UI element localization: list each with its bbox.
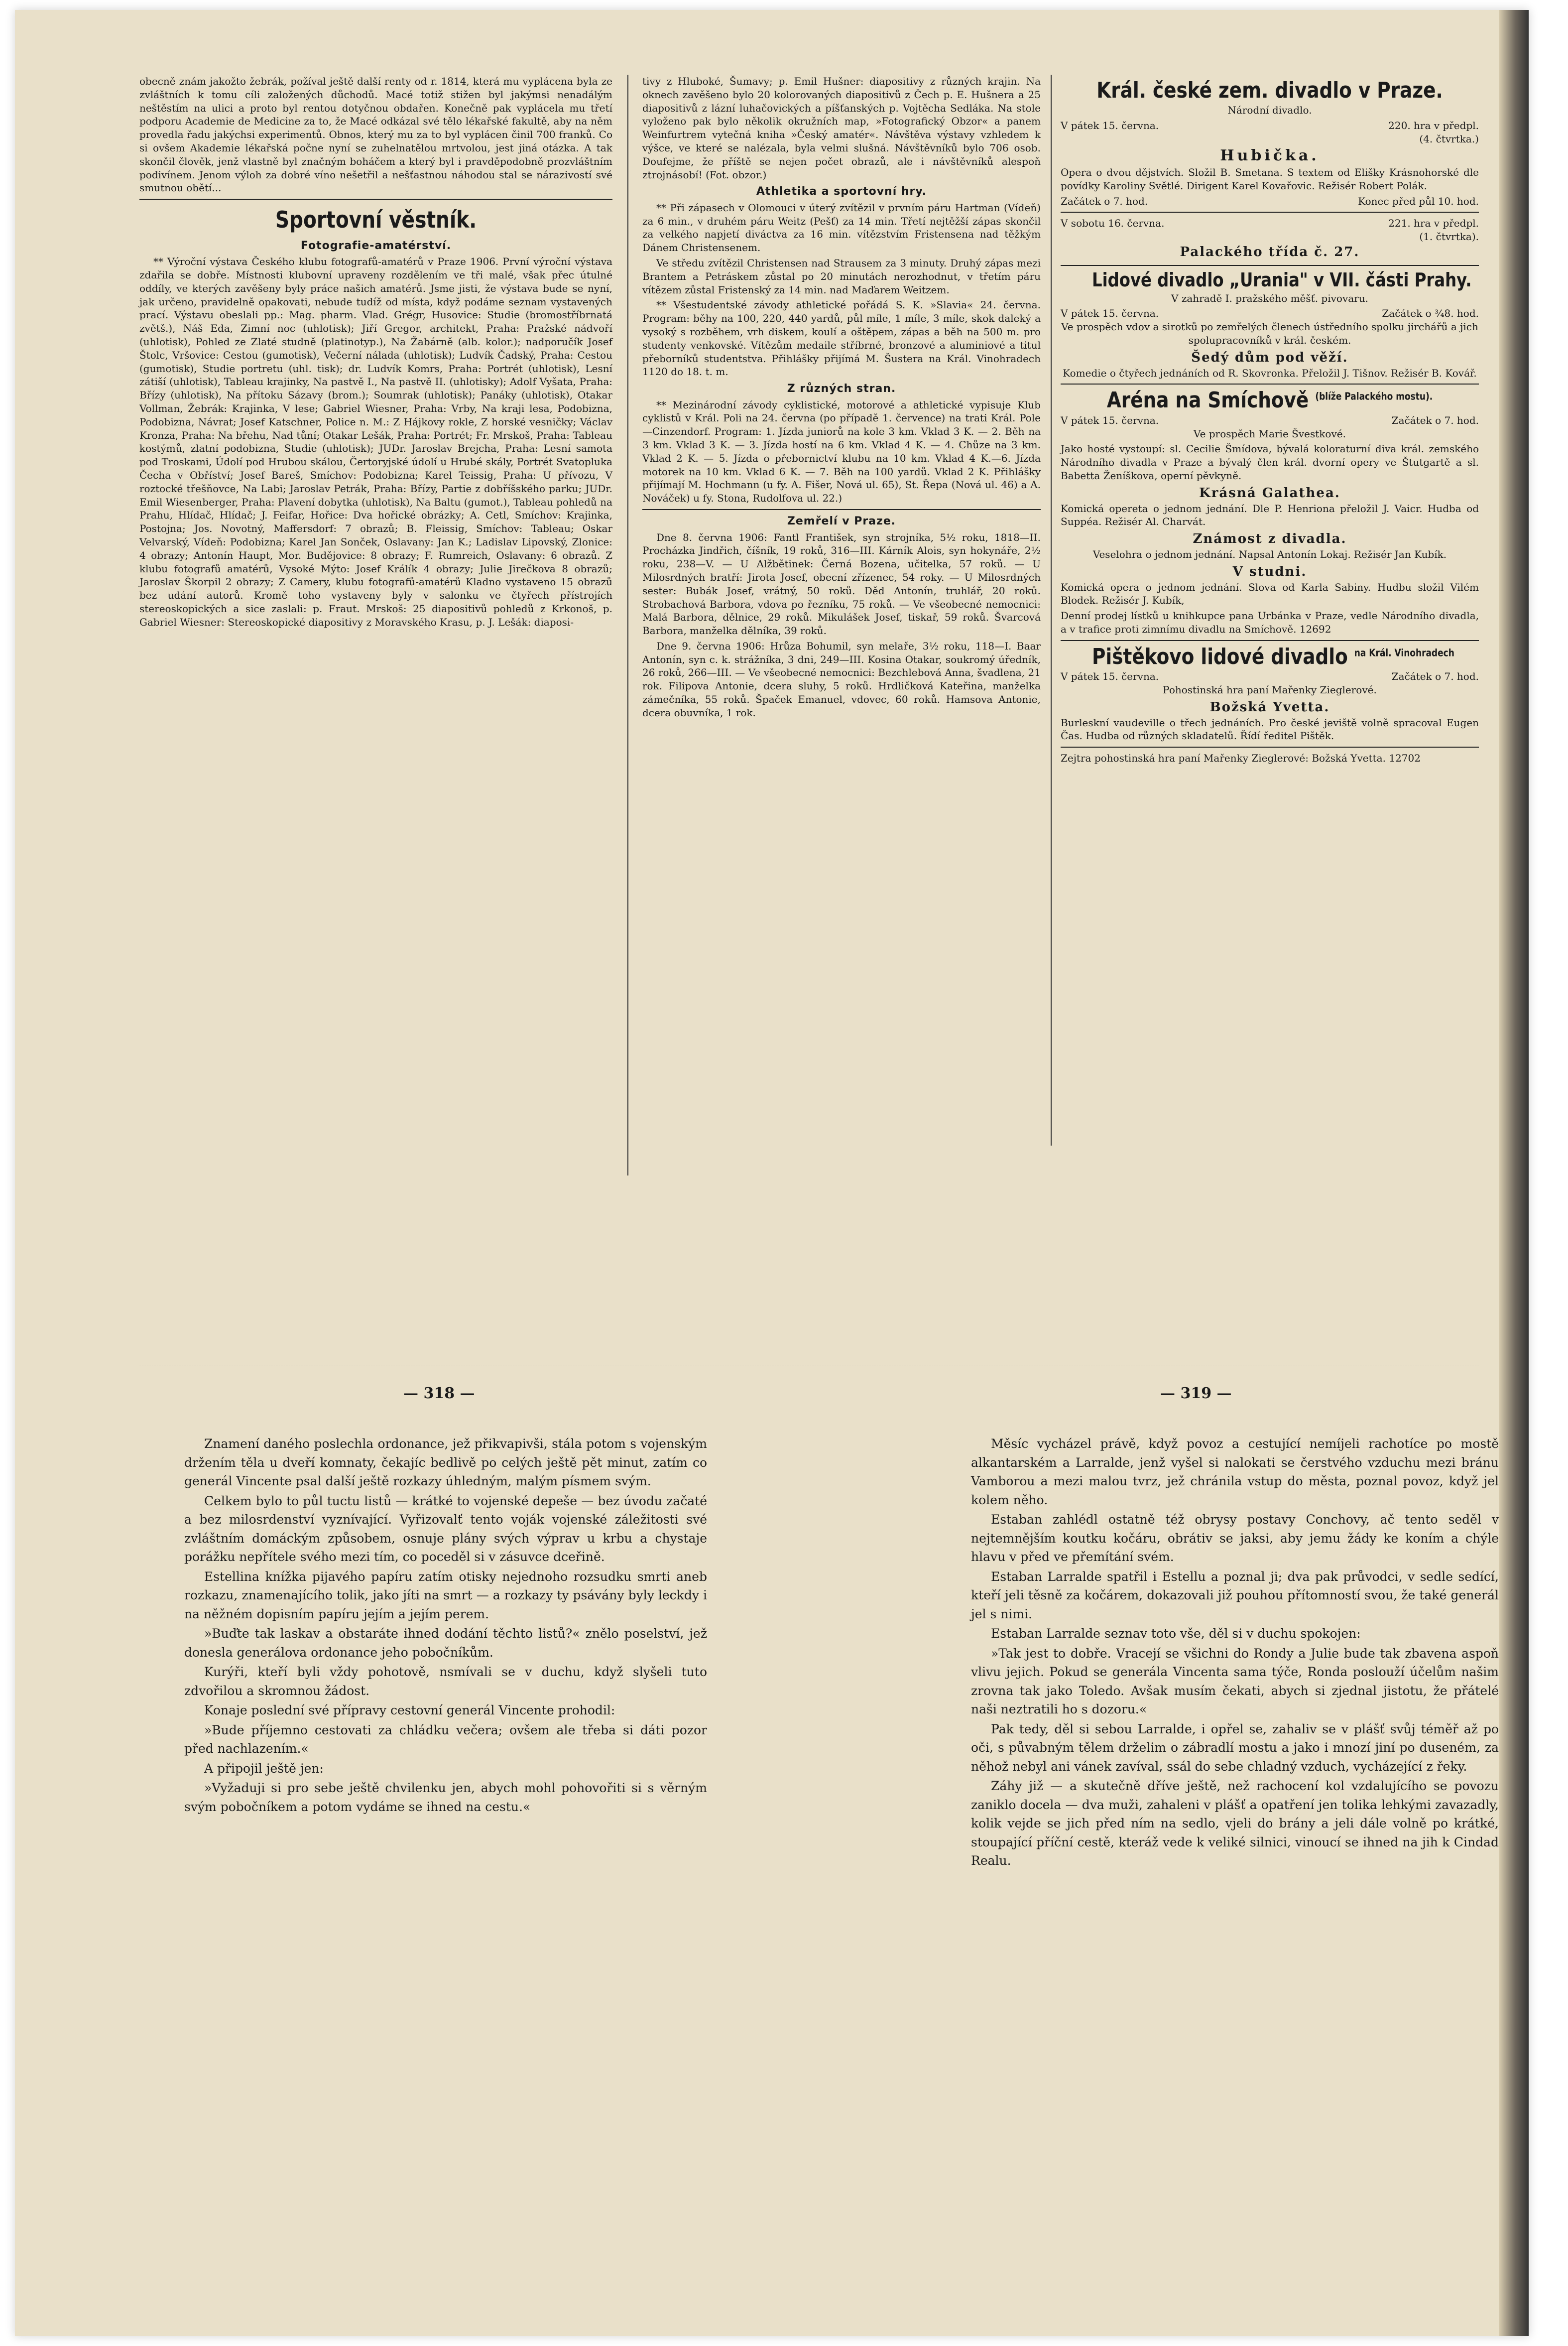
divider: [1061, 384, 1479, 385]
subscription-note: (4. čtvrtka.): [1419, 132, 1479, 145]
article-text: ** Všestudentské závody athletické pořádá S. K. »Slavia« 24. června. Program: běhy na 100, 220, 440 yardů, půl míle, 1 míle, 3 míle, skok daleký a vysoký s rozběhem, vrh diskem, koulí a oštěpem, zápas a běh na 500 m. pro studenty venkovské. Vítězům medaile stříbrné, bronzové a aluminiové a titul přeborníků studentstva. Přihlášky přijímá M. Šustera na Král. Vinohradech 1120 do 18. t. m.: [642, 299, 1041, 378]
column-divider: [627, 75, 628, 1175]
play-title: Božská Yvetta.: [1209, 699, 1330, 715]
article-text: ** Výroční výstava Českého klubu fotografů-amatérů v Praze 1906. První výroční výstava zdařila se dobře. Místnosti klubovní upraveny rozdělením ve tři malé, však přec útulné oddíly, ve kterých zavěšeny byly práce našich amatérů. Jsme jisti, že výstava bude se nyní, jak určeno, pravidelně opakovati, nebude tudíž od místa, když podáme seznam vystavených prací. Výstavu obeslali pp.: Mag. pharm. Vlad. Grégr, Husovice: Studie (bromostříbrnatá zvětš.), Náš Eda, Zimní noc (uhlotisk); Jiří Gregor, architekt, Praha: Pražské nádvoří (uhlotisk), Pohled ze Zlaté studně (platinotyp.), Na Žabárně (alb. kolor.); nadporučík Josef Štolc, Vršovice: Cestou (gumotisk), Večerní nálada (uhlotisk); Ludvík Čadský, Praha: Cestou (gumotisk), Studie portretu (uhl. tisk); dr. Ludvík Komrs, Praha: Portrét (uhlotisk), Lesní zátiší (uhlotisk), Tableau krajinky, Na pastvě I., Na pastvě II. (uhlotisky); Adolf Vyšata, Praha: Břízy (uhlotisk), Na přítoku Sázavy (brom.); Soumrak (uhlotisk); Panáky (uhlotisk), Otakar Vollman, Žebrák: Krajinka, V lese; Gabriel Wiesner, Praha: Vrby, Na kraji lesa, Podobizna, Podobizna, Návrat; Josef Katschner, Police n. M.: Z Hájkovy rokle, Z horské vesničky; Václav Kronza, Praha: Na břehu, Nad tůní; Otakar Lešák, Praha: Portrét; Fr. Mrskoš, Praha: Tableau kostýmů, zlatní podobizna, Studie (uhlotisk); JUDr. Jaroslav Brejcha, Praha: Lesní samota pod Troskami, Údolí pod Hrubou skálou, Čertoryjské údolí u Hrubé skály, Portrét Svatopluka Čecha v Obříství; Josef Bareš, Smíchov: Podobizna; Karel Teissig, Praha: U přívozu, V roztocké třešňovce, Na Labi; Jaroslav Petrák, Praha: Břízy, Partie z dobříšského parku; JUDr. Emil Wiesenberger, Praha: Plavení dobytka (uhlotisk), Na Baltu (gumot.), Tableau pohledů na Prahu, Hlídač, Hlídač; J. Feifar, Hořice: Dva hořické obrázky; A. Cetl, Smíchov: Krajinka, Postojna; Jos. Novotný, Maffersdorf: 7 obrazů; B. Fleissig, Smíchov: Tableau; Oskar Velvarský, Vídeň: Podobizna; Karel Jan Sonček, Oslavany: Jan K.; Ladislav Lipovský, Zlonice: 4 obrazy; Antonín Haupt, Mor. Budějovice: 8 obrazy; F. Rumreich, Oslavany: 6 obrazů. Z klubu fotografů amatérů, Vysoké Mýto: Josef Králík 4 obrazy; Julie Jirečkova 8 obrazů; Jaroslav Škorpil 2 obrazy; Z Camery, klubu fotografů-amatérů Kladno vystaveno 15 obrazů bez udání autorů. Kromě toho vystaveny byly v salonku ve čtyřech přístrojích stereoskopických a sice zaslali: p. Fraut. Mrskoš: 25 diapositivů pohledů z Krkonoš, p. Gabriel Wiesner: Stereoskopické diapositivy z Moravského Krasu, p. J. Lešák: diaposi-: [139, 256, 612, 628]
play-description: Komická opereta o jednom jednání. Dle P. Henriona přeložil J. Vaicr. Hudba od Suppéa. Režisér Al. Charvát.: [1061, 502, 1479, 528]
date: V pátek 15. června.: [1061, 307, 1159, 320]
theatre-note: (blíže Palackého mostu).: [1315, 390, 1433, 402]
notice-number: 12702: [1389, 752, 1421, 765]
book-paragraph: »Vyžaduji si pro sebe ještě chvilenku jen, abych mohl pohovořiti si s věrným svým pobočníkem a potom vydáme se ihned na cestu.«: [184, 1781, 707, 1814]
benefit: Pohostinská hra paní Mařenky Zieglerové.: [1163, 684, 1377, 696]
book-paragraph: Pak tedy, děl si sebou Larralde, i opřel se, zahaliv se v plášť svůj téměř až po oči, s půvabným tělem drželim o zábradlí mostu a jako i mnozí jiní po duseném, za něhož nebyl ani vánek zavíval, ssál do sebe chladný vzduch, vycházející z řeky.: [971, 1721, 1499, 1774]
divider: [1061, 747, 1479, 748]
date: V sobotu 16. června.: [1061, 217, 1165, 230]
article-text: Dne 9. června 1906: Hrůza Bohumil, syn melaře, 3½ roku, 118—I. Baar Antonín, syn c. k. strážníka, 3 dni, 249—III. Kosina Otakar, soukromý úředník, 26 roků, 266—III. — Ve všeobecné nemocnici: Bezchlebová Anna, švadlena, 21 rok. Filipova Antonie, dcera sluhy, 5 roků. Hrdličková Kateřina, manželka zámečníka, 55 roků. Špaček Emanuel, vdovec, 60 roků. Hamsova Antonie, dcera obuvníka, 1 rok.: [642, 640, 1041, 719]
book-paragraph: Měsíc vycházel právě, když povoz a cestující nemíjeli rachotíce po mostě alkantarském a Larralde, jenž vyšel si nalokati se čerstvého vzduchu mezi bránu Vamborou a mezi malou tvrz, jež chránila vstup do města, poznal povoz, když jel kolem něho.: [971, 1436, 1499, 1507]
article-text: ** Mezinárodní závody cyklistické, motorové a athletické vypisuje Klub cyklistů v Král. Poli na 24. června (po případě 1. července) na trati Král. Pole—Cinzendorf. Program: 1. Jízda juniorů na kole 3 km. Vklad 3 K. — 2. Běh na 3 km. Vklad 3 K. — 3. Jízda hostí na 6 km. Vklad 4 K. — 4. Chůze na 3 km. Vklad 2 K. — 5. Jízda o přebornictví klubu na 10 km. Vklad 4 K.—6. Jízda motorek na 10 km. Vklad 6 K. — 7. Běh na 100 yardů. Vklad 2 K. Přihlášky přijímají M. Hochmann (u fy. A. Fišer, Nová ul. 65), St. Řepa (Nová ul. 46) a A. Nováček) u fy. Stona, Rudolfova ul. 22.): [642, 398, 1041, 505]
place: Palackého třída č. 27.: [1180, 244, 1360, 260]
start-time: Začátek o ¾8. hod.: [1382, 307, 1479, 320]
book-paragraph: »Buďte tak laskav a obstaráte ihned dodání těchto listů?« znělo poselství, jež donesla generálova ordonance jeho pobočníkům.: [184, 1626, 707, 1660]
book-spine: [1499, 10, 1529, 2336]
start-time: Začátek o 7. hod.: [1391, 414, 1479, 426]
play-description: Veselohra o jednom jednání. Napsal Antonín Lokaj. Režisér Jan Kubík.: [1092, 548, 1447, 561]
page-number-right: — 319 —: [1160, 1385, 1232, 1402]
article-text: Ve středu zvítězil Christensen nad Strausem za 3 minuty. Druhý zápas mezi Brantem a Petráskem zůstal po 20 minutách nerozhodnut, v třetím páru vítězem zůstal Fristenský za 14 min. nad Maďarem Weitzem.: [642, 257, 1041, 296]
subscription: 221. hra v předpl.: [1388, 217, 1479, 230]
sub-title-athletics: Athletika a sportovní hry.: [756, 185, 927, 198]
play-description: Burleskní vaudeville o třech jednáních. Pro české jeviště volně spracoval Eugen Čas. Hudba od různých skladatelů. Řídí ředitel Pištěk.: [1061, 716, 1479, 742]
book-paragraph: Celkem bylo to půl tuctu listů — krátké to vojenské depeše — bez úvodu začaté a bez milosrdenství vyznívající. Vyřizovalť tento voják vojenské záležitosti své zvláštním domáckým způsobem, osnuje plány svých výprav u krbu a chystaje porážku nepřítele svého mezi tím, co poceděl si v zásuvce dceřině.: [184, 1493, 707, 1564]
guest-notice: Zejtra pohostinská hra paní Mařenky Zieglerové: Božská Yvetta. 12702: [1061, 752, 1421, 765]
book-paragraph: Znamení daného poslechla ordonance, jež přikvapivši, stála potom s vojenským držením těla u dveří komnaty, čekajíc bedlivě po celých ještě pět minut, zatím co generál Vincente psal další ještě rozkazy úhledným, malým písmem svým.: [184, 1436, 707, 1488]
sub-title: Fotografie-amatérství.: [300, 239, 452, 252]
divider: [1061, 212, 1479, 213]
book-paragraph: »Bude příjemno cestovati za chládku večera; ovšem ale třeba si dáti pozor před nachlazením.«: [184, 1722, 707, 1756]
benefit: Ve prospěch Marie Švestkové.: [1194, 427, 1346, 440]
sub-title-deaths: Zemřelí v Praze.: [787, 515, 896, 528]
article-text: ** Při zápasech v Olomouci v úterý zvítězil v prvním páru Hartman (Vídeň) za 6 min., v druhém páru Weitz (Pešť) za 14 min. Třetí nejtěžší zápas skončil za velkého napjetí diváctva za 16 min. vítězstvím Fristensena nad těžkým Dánem Christensenem.: [642, 201, 1041, 254]
book-page-right: [971, 1434, 1499, 1871]
book-paragraph: Estaban Larralde spatřil i Estellu a poznal ji; dva pak průvodci, v sedle sedící, kteří jeli těsně za kočárem, dokazovali již pouhou přítomností svou, že také generál jel s nimi.: [971, 1569, 1499, 1621]
date: V pátek 15. června.: [1061, 414, 1159, 426]
section-title: Sportovní věstník.: [275, 206, 477, 234]
column-divider: [1051, 75, 1052, 1146]
article-text: tivy z Hluboké, Šumavy; p. Emil Hušner: diapositivy z různých krajin. Na oknech zavěšeno bylo 20 kolorovaných diapositivů z Čech p. E. Hušnera a 25 diapositivů z lázní luhačovických a píšťanských p. Vojtěcha Sedláka. Na stole vyloženo pak bylo několik okružních map, »Fotografický Obzor« a panem Weinfurtrem vytečná kniha »Český amatér«. Návštěva výstavy vzhledem k výšce, ve které se nalézala, byla velmi slušná. Návštěvníků bylo 706 osob. Doufejme, že příště se nejen počet obrazů, ale i návštěvníků alespoň ztrojnásobí! (Fot. obzor.): [642, 75, 1041, 181]
venue: Národní divadlo.: [1227, 104, 1312, 117]
divider: [139, 199, 612, 200]
play-title: V studni.: [1232, 564, 1307, 579]
venue: V zahradě I. pražského měšť. pivovaru.: [1171, 292, 1368, 304]
book-paragraph: Estellina knížka pijavého papíru zatím otisky nejednoho rozsudku smrti aneb rozkazu, znamenajícího tolik, jako jíti na smrt — a rozkazy ty psávány byly leckdy i na něžném dopisním papíru jejím a jejím perem.: [184, 1569, 707, 1621]
play-title: Hubička.: [1220, 146, 1320, 164]
play-title: Známost z divadla.: [1193, 531, 1347, 547]
theatre-note: na Král. Vinohradech: [1354, 647, 1454, 659]
play-title: Šedý dům pod věží.: [1191, 350, 1348, 365]
play-description: Opera o dvou dějstvích. Složil B. Smetana. S textem od Elišky Krásnohorské dle povídky Karoliny Světlé. Dirigent Karel Kovařovic. Režisér Robert Polák.: [1061, 166, 1479, 192]
theatre-title: Král. české zem. divadlo v Praze.: [1096, 78, 1443, 103]
theatre-title: Aréna na Smíchově $^{(blíže Palackého mostu).}$: [1106, 388, 1433, 413]
book-paragraph: Záhy již — a skutečně dříve ještě, než rachocení kol vzdalujícího se povozu zaniklo docela — dva muži, zahaleni v plášť a opatření jen tolika lehkými zavazadly, kolik vejde se jich před ním na sedlo, vjeli do brány a jeli dále volně po krátké, stoupající příční cestě, kteráž vede k veliké silnici, vinoucí se ihned na jih k Cindad Realu.: [971, 1779, 1499, 1868]
ticket-notice: Denní prodej lístků u knihkupce pana Urbánka v Praze, vedle Národního divadla, a v trafice proti zimnímu divadlu na Smíchově. 12692: [1061, 610, 1479, 636]
newspaper-sheet: [15, 10, 1529, 2336]
play-description: Komická opera o jednom jednání. Slova od Karla Sabiny. Hudbu složil Vilém Blodek. Režisér J. Kubík,: [1061, 581, 1479, 607]
book-paragraph: Konaje poslední své přípravy cestovní generál Vincente prohodil:: [204, 1703, 615, 1717]
column-middle: [642, 75, 1041, 722]
start-time: Začátek o 7. hod.: [1061, 195, 1148, 207]
date: V pátek 15. června.: [1061, 670, 1159, 683]
book-paragraph: A připojil ještě jen:: [204, 1761, 324, 1776]
play-title: Krásná Galathea.: [1199, 485, 1340, 501]
divider: [1061, 640, 1479, 641]
theatre-title: Pištěkovo lidové divadlo $^{na Král. Vinohradech}$: [1092, 644, 1454, 669]
book-page-left: [184, 1434, 707, 1817]
column-right: [1061, 75, 1479, 767]
book-paragraph: Estaban zahlédl ostatně též obrysy postavy Conchovy, ač tento seděl v nejtemnějším koutku kočáru, obrátiv se jaksi, aby jemu žády ke koním a chýle hlavu v před ve přemítání svém.: [971, 1512, 1499, 1564]
divider: [1061, 265, 1479, 266]
book-paragraph: »Tak jest to dobře. Vracejí se všichni do Rondy a Julie bude tak zbavena aspoň vlivu jejich. Pokud se generála Vincenta sama týče, Ronda poslouží účelům našim zrovna tak jako Toledo. Avšak musím čekati, abych si zjednal jistotu, že přátelé naši neztratili ho s dozoru.«: [971, 1646, 1499, 1716]
subscription: 220. hra v předpl.: [1388, 120, 1479, 132]
column-left: [139, 75, 612, 631]
article-text: Dne 8. června 1906: Fantl František, syn strojníka, 5½ roku, 1818—II. Procházka Jindřich, číšník, 19 roků, 316—III. Kárník Alois, syn hokynáře, 2½ roku, 238—V. — U Alžbětinek: Černá Bozena, učitelka, 57 roků. — U Milosrdných bratří: Jirota Josef, obecní zřízenec, 54 roky. — U Milosrdných sester: Bubák Josef, vrátný, 50 roků. Děd Antonín, truhlář, 20 roků. Strobachová Barbora, vdova po řezníku, 75 roků. — Ve všeobecné nemocnici: Malá Barbora, dělnice, 29 roků. Mikulášek Josef, tiskař, 59 roků. Švarcová Barbora, manželka dělníka, 39 roků.: [642, 531, 1041, 637]
date: V pátek 15. června.: [1061, 120, 1159, 132]
article-text: obecně znám jakožto žebrák, požíval ještě další renty od r. 1814, která mu vyplácena byla ze zvláštních k tomu cíli založených důchodů. Macé totiž stižen byl jakýmsi nenadálým neštěstím na ulici a proto byl rentou dotyčnou obdařen. Konečně pak vyplácela mu třetí podporu Academie de Medicine za to, že Macé odkázal své tělo lékařské fakultě, aby na něm provedla řadu jakýchsi experimentů. Obnos, který mu za to byl vyplácen činil 700 franků. Co si ovšem Akademie lékařská počne nyní se zuhelnatělou mrtvolou, jest jiná otázka. A tak skončil člověk, jenž vlastně byl značným boháčem a který byl i pravděpodobně prozvláštním podivínem. Jenom výloh za dobré víno nešetřil a nešťastnou náhodou stal se nárazivostí své smutnou obětí...: [139, 75, 612, 194]
end-time: Konec před půl 10. hod.: [1358, 195, 1479, 207]
start-time: Začátek o 7. hod.: [1391, 670, 1479, 683]
book-paragraph: Kurýři, kteří byli vždy pohotově, nsmívali se v duchu, když slyšeli tuto zdvořilou a skromnou žádost.: [184, 1665, 707, 1698]
sub-title-various: Z různých stran.: [787, 383, 896, 395]
benefit: Ve prospěch vdov a sirotků po zemřelých členech ústředního spolku jirchářů a jich spolupracovníků v král. českém.: [1061, 321, 1478, 346]
notice-number: 12692: [1299, 623, 1331, 636]
guest-description: Jako hosté vystoupí: sl. Cecilie Šmídova, bývalá koloraturní diva král. zemského Národního divadla v Praze a bývalý člen král. dvorní opery ve Štutgartě a sl. Babetta Ženíškova, operní pěvkyně.: [1061, 443, 1479, 482]
subscription-note: (1. čtvrtka).: [1419, 231, 1479, 243]
play-description: Komedie o čtyřech jednáních od R. Skovronka. Přeložil J. Tišnov. Režisér B. Kovář.: [1063, 367, 1477, 379]
book-paragraph: Estaban Larralde seznav toto vše, děl si v duchu spokojen:: [991, 1626, 1361, 1641]
divider: [642, 509, 1041, 510]
page-number-left: — 318 —: [403, 1385, 475, 1402]
theatre-title: Lidové divadlo „Urania" v VII. části Prahy.: [1092, 268, 1472, 291]
